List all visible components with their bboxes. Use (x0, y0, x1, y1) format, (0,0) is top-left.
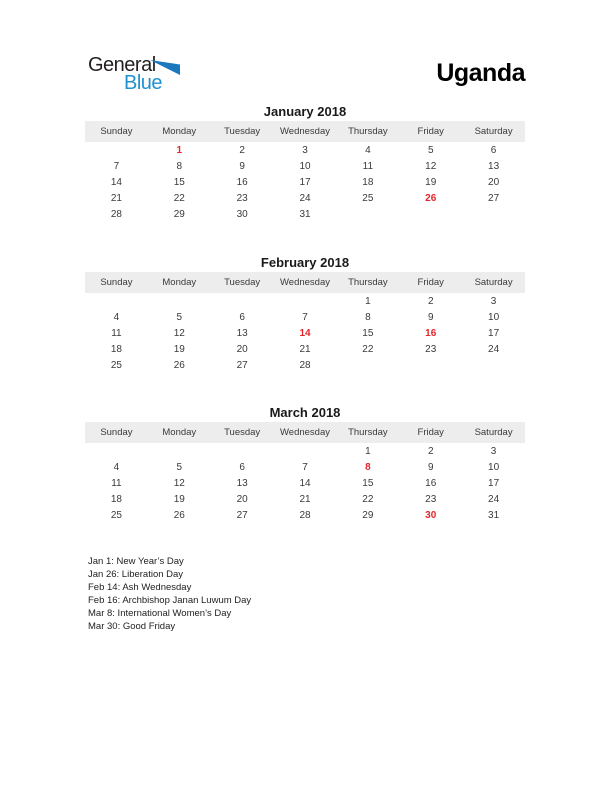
date-cell: 12 (173, 477, 185, 489)
weekday-label: Sunday (100, 126, 133, 137)
weekday-label: Sunday (100, 427, 133, 438)
date-cell: 13 (236, 327, 248, 339)
date-cell: 23 (236, 192, 248, 204)
date-cell: 21 (299, 343, 311, 355)
weekday-header-row (85, 422, 525, 443)
date-cell: 9 (239, 160, 245, 172)
date-cell: 18 (110, 493, 122, 505)
date-cell: 28 (299, 359, 311, 371)
week-row (85, 357, 525, 373)
weekday-label: Saturday (474, 277, 513, 288)
holiday-legend-item: Mar 8: International Women’s Day (88, 608, 232, 619)
date-cell: 17 (488, 477, 500, 489)
date-cell: 4 (365, 144, 371, 156)
date-cell: 6 (490, 144, 497, 156)
week-row (85, 443, 525, 459)
date-cell: 18 (362, 176, 374, 188)
week-row (85, 491, 525, 507)
date-cell: 21 (110, 192, 122, 204)
date-cell: 17 (488, 327, 500, 339)
date-cell: 10 (488, 311, 500, 323)
general-blue-logo (88, 55, 188, 97)
date-cell: 28 (110, 208, 122, 220)
date-cell: 8 (365, 311, 371, 323)
date-cell: 25 (362, 192, 374, 204)
weekday-label: Saturday (474, 126, 513, 137)
date-cell: 10 (488, 461, 500, 473)
week-row (85, 507, 525, 523)
date-cell: 7 (302, 461, 308, 473)
week-row (85, 325, 525, 341)
date-cell: 24 (488, 493, 500, 505)
weekday-label: Sunday (100, 277, 133, 288)
date-cell: 2 (427, 445, 434, 457)
date-cell: 5 (176, 311, 183, 323)
date-cell: 19 (173, 493, 185, 505)
week-row (85, 174, 525, 190)
date-cell: 24 (299, 192, 311, 204)
empty-day-cell (85, 293, 148, 309)
date-cell: 16 (236, 176, 248, 188)
date-cell: 7 (113, 160, 120, 172)
week-row (85, 341, 525, 357)
date-cell: 31 (488, 509, 500, 521)
date-cell: 30 (236, 208, 248, 220)
holiday-date-cell: 26 (425, 192, 437, 204)
date-cell: 26 (173, 509, 185, 521)
weekday-header-row (85, 272, 525, 293)
date-cell: 28 (299, 509, 311, 521)
date-cell: 13 (236, 477, 248, 489)
weekday-label: Thursday (348, 126, 388, 137)
date-cell: 3 (490, 295, 497, 307)
weekday-label: Wednesday (280, 126, 330, 137)
empty-day-cell (399, 206, 462, 222)
empty-day-cell (211, 293, 274, 309)
date-cell: 2 (427, 295, 434, 307)
date-cell: 22 (362, 493, 374, 505)
page-title: Uganda (436, 59, 525, 87)
month-calendar-january (85, 104, 525, 222)
month-grid (85, 142, 525, 222)
empty-day-cell (336, 206, 399, 222)
weekday-label: Friday (417, 277, 444, 288)
month-title: February 2018 (260, 255, 350, 270)
date-cell: 1 (365, 445, 371, 457)
date-cell: 2 (239, 144, 245, 156)
weekday-label: Tuesday (224, 427, 261, 438)
date-cell: 11 (111, 477, 122, 489)
weekday-label: Tuesday (224, 126, 261, 137)
date-cell: 4 (113, 311, 120, 323)
date-cell: 9 (427, 311, 434, 323)
date-cell: 25 (110, 359, 122, 371)
date-cell: 27 (236, 509, 248, 521)
date-cell: 13 (488, 160, 500, 172)
date-cell: 18 (110, 343, 122, 355)
date-cell: 5 (427, 144, 434, 156)
week-row (85, 190, 525, 206)
date-cell: 19 (425, 176, 437, 188)
date-cell: 15 (362, 327, 374, 339)
week-row (85, 142, 525, 158)
date-cell: 17 (299, 176, 311, 188)
week-row (85, 475, 525, 491)
month-title: March 2018 (269, 405, 341, 420)
weekday-label: Saturday (474, 427, 513, 438)
date-cell: 5 (176, 461, 183, 473)
date-cell: 23 (425, 493, 437, 505)
date-cell: 15 (362, 477, 374, 489)
empty-day-cell (462, 357, 525, 373)
weekday-label: Tuesday (224, 277, 261, 288)
weekday-label: Thursday (348, 427, 388, 438)
empty-day-cell (274, 443, 337, 459)
empty-day-cell (148, 293, 211, 309)
date-cell: 20 (236, 343, 248, 355)
weekday-label: Monday (162, 277, 197, 288)
empty-day-cell (211, 443, 274, 459)
date-cell: 15 (173, 176, 185, 188)
date-cell: 27 (236, 359, 248, 371)
date-cell: 14 (299, 477, 311, 489)
weekday-label: Friday (417, 427, 444, 438)
holiday-date-cell: 30 (425, 509, 437, 521)
date-cell: 1 (365, 295, 371, 307)
date-cell: 6 (239, 311, 245, 323)
holiday-legend-item: Jan 1: New Year’s Day (88, 556, 184, 567)
weekday-label: Wednesday (280, 427, 330, 438)
month-calendar-february (85, 255, 525, 373)
date-cell: 4 (113, 461, 120, 473)
date-cell: 6 (239, 461, 245, 473)
week-row (85, 309, 525, 325)
date-cell: 27 (488, 192, 500, 204)
date-cell: 3 (302, 144, 308, 156)
date-cell: 12 (425, 160, 437, 172)
date-cell: 3 (490, 445, 497, 457)
holiday-legend-item: Mar 30: Good Friday (88, 621, 176, 632)
date-cell: 22 (173, 192, 185, 204)
date-cell: 29 (173, 208, 185, 220)
date-cell: 20 (488, 176, 500, 188)
empty-day-cell (274, 293, 337, 309)
month-grid (85, 293, 525, 373)
date-cell: 26 (173, 359, 185, 371)
holiday-legend (88, 555, 251, 633)
empty-day-cell (85, 443, 148, 459)
weekday-label: Monday (162, 126, 197, 137)
logo-text-blue: Blue (124, 72, 163, 94)
weekday-label: Wednesday (280, 277, 330, 288)
date-cell: 25 (110, 509, 122, 521)
logo-text-general: General (88, 54, 156, 76)
date-cell: 22 (362, 343, 374, 355)
date-cell: 8 (176, 160, 183, 172)
holiday-date-cell: 16 (425, 327, 437, 339)
date-cell: 10 (299, 160, 311, 172)
month-calendar-march (85, 405, 525, 523)
date-cell: 14 (110, 176, 122, 188)
weekday-header-row (85, 121, 525, 142)
weekday-label: Monday (162, 427, 197, 438)
date-cell: 21 (299, 493, 311, 505)
holiday-date-cell: 1 (176, 144, 183, 156)
date-cell: 19 (173, 343, 185, 355)
date-cell: 7 (302, 311, 308, 323)
date-cell: 16 (425, 477, 437, 489)
date-cell: 31 (299, 208, 311, 220)
date-cell: 11 (362, 160, 374, 172)
date-cell: 24 (488, 343, 500, 355)
holiday-legend-item: Feb 14: Ash Wednesday (88, 582, 192, 593)
date-cell: 11 (111, 327, 122, 339)
date-cell: 20 (236, 493, 248, 505)
week-row (85, 459, 525, 475)
holiday-legend-item: Jan 26: Liberation Day (88, 569, 184, 580)
holiday-legend-item: Feb 16: Archbishop Janan Luwum Day (88, 595, 252, 606)
holiday-date-cell: 8 (365, 461, 371, 473)
week-row (85, 293, 525, 309)
week-row (85, 206, 525, 222)
empty-day-cell (462, 206, 525, 222)
empty-day-cell (336, 357, 399, 373)
week-row (85, 158, 525, 174)
holiday-date-cell: 14 (299, 327, 311, 339)
month-title: January 2018 (263, 104, 347, 119)
date-cell: 29 (362, 509, 374, 521)
date-cell: 9 (427, 461, 434, 473)
date-cell: 12 (173, 327, 185, 339)
weekday-label: Friday (417, 126, 444, 137)
empty-day-cell (148, 443, 211, 459)
empty-day-cell (399, 357, 462, 373)
date-cell: 23 (425, 343, 437, 355)
empty-day-cell (85, 142, 148, 158)
month-grid (85, 443, 525, 523)
weekday-label: Thursday (348, 277, 388, 288)
